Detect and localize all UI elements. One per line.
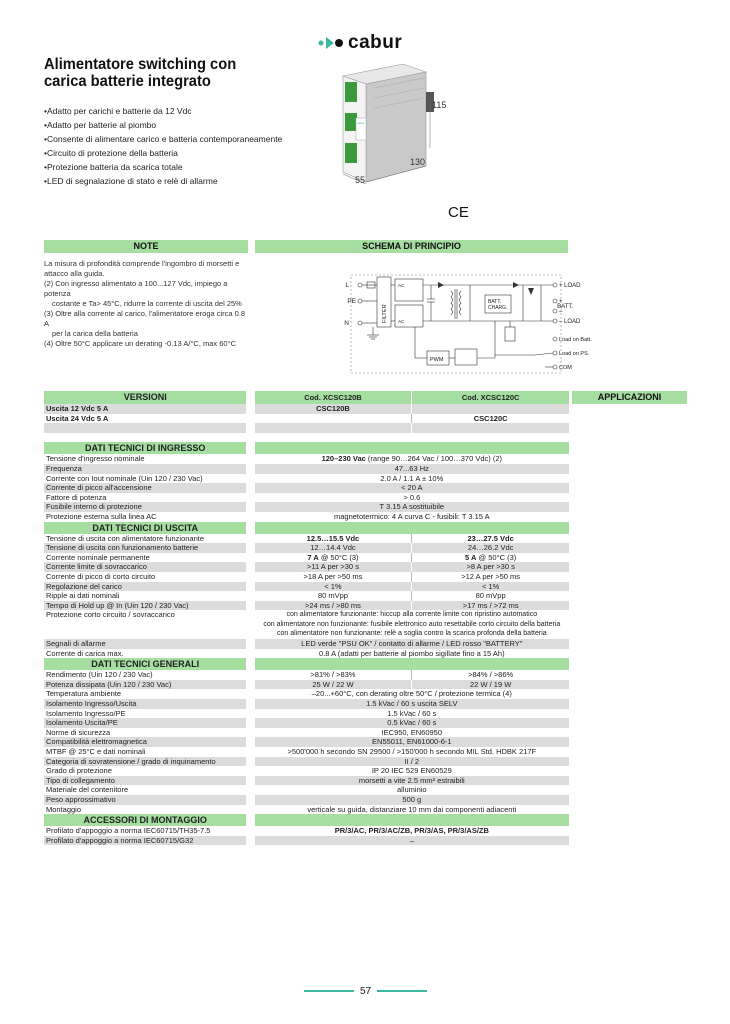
brand-logo	[318, 31, 402, 55]
schema-label-load-on-ps: Load on PS.	[559, 351, 590, 357]
spec-table	[44, 391, 569, 845]
feature-list	[44, 104, 282, 188]
table-row	[44, 795, 569, 805]
feature-item: • LED di segnalazione di stato e relè di allarme	[44, 174, 282, 188]
cell-value: IP 20 IEC 529 EN60529	[371, 766, 452, 776]
table-row	[44, 747, 569, 757]
cell-c: >17 ms / >72 ms	[412, 601, 569, 611]
table-row	[44, 404, 569, 414]
cell-b: >11 A per >30 s	[255, 562, 412, 572]
table-row	[44, 591, 569, 601]
table-row	[44, 464, 569, 474]
note-line: costante e Ta> 45°C, ridurre la corrente di uscita del 25%	[52, 299, 242, 308]
cell-value: 1.5 kVac / 60 s uscita SELV	[255, 699, 569, 709]
note-line: (2) Con ingresso alimentato a 100...127 Vdc, impiego a potenza	[44, 279, 228, 298]
table-row	[44, 423, 569, 433]
cell-b: 80 mVpp	[317, 591, 348, 601]
row-label: Compatibilità elettromagnetica	[44, 737, 246, 747]
table-row	[44, 483, 569, 493]
row-label: Potenza dissipata (Uin 120 / 230 Vac)	[44, 680, 246, 690]
cell-value: 120–230 Vac (range 90…264 Vac / 100…370 Vdc) (2)	[321, 454, 502, 464]
table-row	[44, 474, 569, 484]
row-label: Tensione di uscita con funzionamento batterie	[44, 543, 246, 553]
cell-b: 12…14.4 Vdc	[255, 543, 412, 553]
feature-item: • Adatto per carichi e batterie da 12 Vdc	[44, 104, 282, 118]
row-label: Grado di protezione	[46, 766, 112, 776]
table-row	[44, 414, 569, 424]
row-label: Corrente limite di sovraccarico	[44, 562, 246, 572]
table-row	[44, 512, 569, 522]
cell-value: > 0.6	[403, 492, 421, 502]
row-label: Fusibile interno di protezione	[44, 502, 246, 512]
dimension-height: 115	[432, 100, 447, 110]
table-row	[44, 737, 569, 747]
schema-label-pwm: PWM	[430, 357, 444, 363]
cell-b: >24 ms / >80 ms	[255, 601, 412, 611]
feature-item: • Consente di alimentare carico e batteria contemporaneamente	[44, 132, 282, 146]
applications-header: APPLICAZIONI	[572, 391, 687, 404]
schematic-diagram	[255, 255, 592, 377]
table-row	[44, 670, 569, 680]
table-row	[44, 442, 569, 454]
schema-label-ac-1: AC	[398, 283, 405, 288]
table-row	[44, 502, 569, 512]
schema-label-batt-charg-2: CHARG.	[488, 305, 508, 311]
cell-value: EN55011, EN61000-6-1	[255, 737, 569, 747]
cell-value: 500 g	[255, 795, 569, 805]
schema-label-n: N	[344, 320, 349, 327]
cell-b: 25 W / 22 W	[255, 680, 412, 690]
table-row	[44, 553, 569, 563]
table-row	[44, 728, 569, 738]
protection-line: con alimentatore non funzionante: relè a soglia contro la scarica profonda della batteria	[276, 630, 547, 638]
cell-value: LED verde "PSU OK" / contatto di allarme / LED rosso "BATTERY"	[255, 639, 569, 649]
row-label: MTBF @ 25°C e dati nominali	[46, 747, 146, 756]
cell-b: < 1%	[255, 582, 412, 592]
cell-value: morsetti a vite 2.5 mm² estraibili	[255, 776, 569, 786]
cell-value: 2.0 A / 1.1 A ± 10%	[380, 473, 444, 483]
row-label: Segnali di allarme	[44, 639, 246, 649]
cell-value: < 20 A	[255, 483, 569, 493]
table-row	[44, 785, 569, 795]
row-label: Protezione corto circuito / sovraccarico	[46, 610, 175, 620]
output-section-header: DATI TECNICI DI USCITA	[44, 522, 246, 534]
row-label: Corrente di carica max.	[46, 648, 124, 658]
row-label: Categoria di sovratensione / grado di inquinamento	[44, 757, 246, 767]
schema-label-load-on-batt: Load on Batt.	[559, 337, 592, 343]
cell-value: T 3.15 A sostituibile	[255, 502, 569, 512]
row-label: Corrente con Iout nominale (Uin 120 / 230 Vac)	[46, 473, 203, 483]
row-label: Rendimento (Uin 120 / 230 Vac)	[46, 670, 153, 680]
dimension-width: 55	[355, 175, 366, 185]
footer-line-right	[377, 990, 427, 992]
table-row	[44, 766, 569, 776]
note-line: (4) Oltre 50°C applicare un derating -0.13 A/°C, max 60°C	[44, 339, 237, 348]
cell-c: >8 A per >30 s	[412, 562, 569, 572]
dimension-depth: 130	[410, 157, 426, 167]
schema-label-load-plus: + LOAD	[559, 283, 581, 289]
cell-b: 12.5…15.5 Vdc	[306, 533, 360, 543]
table-row	[44, 543, 569, 553]
table-row	[44, 582, 569, 592]
footer-line-left	[304, 990, 354, 992]
schema-label-com: COM	[559, 365, 572, 371]
page-footer	[298, 984, 433, 998]
cell-c: 23…27.5 Vdc	[412, 534, 569, 544]
cell-c: 24…26.2 Vdc	[412, 543, 569, 553]
general-section-header: DATI TECNICI GENERALI	[44, 658, 246, 670]
protection-line: con alimentatore non funzionante: fusibile elettronico auto resettabile corto circuito della batteria	[263, 620, 561, 628]
table-row	[44, 522, 569, 534]
table-row	[44, 776, 569, 786]
cell-value: 0.8 A (adatti per batterie al piombo sigillate fino a 15 Ah)	[319, 648, 505, 658]
cell-c: 5 A @ 50°C (3)	[412, 553, 569, 563]
row-label: Profilato d'appoggio a norma IEC60715/G32	[44, 836, 246, 846]
table-row	[44, 493, 569, 503]
row-label: Temperatura ambiente	[46, 689, 122, 699]
row-label: Corrente di picco di corto circuito	[46, 571, 156, 581]
table-row	[44, 534, 569, 544]
row-label: Protezione esterna sulla linea AC	[46, 511, 157, 521]
cell-c: 80 mVpp	[412, 591, 569, 601]
cell-c: < 1%	[412, 582, 569, 592]
title-line-2: carica batterie integrato	[44, 73, 211, 90]
schema-header: SCHEMA DI PRINCIPIO	[255, 240, 568, 253]
cell-value: verticale su guida, distanziare 10 mm dai componenti adiacenti	[307, 804, 517, 814]
cell-value: –20...+60°C, con derating oltre 50°C / protezione termica (4)	[311, 689, 512, 699]
cell-value: IEC950, EN60950	[381, 727, 443, 737]
versions-header: VERSIONI	[44, 391, 246, 404]
cabur-logo-icon	[318, 34, 344, 52]
row-label: Tempo di Hold up @ In (Uin 120 / 230 Vac)	[44, 601, 246, 611]
notes-header: NOTE	[44, 240, 248, 253]
table-row	[44, 826, 569, 836]
cell-c	[412, 404, 569, 414]
code-b-header: Cod. XCSC120B	[255, 391, 412, 404]
cell-value: magnetotermico: 4 A curva C - fusibili: T 3.15 A	[333, 511, 490, 521]
brand-name: cabur	[348, 32, 403, 53]
cell-value	[255, 610, 569, 639]
schema-label-load-minus: – LOAD	[559, 319, 581, 325]
cell-b: >18 A per >50 ms	[303, 571, 363, 581]
notes-text	[44, 259, 248, 349]
table-row	[44, 391, 569, 404]
feature-item: • Protezione batteria da scarica totale	[44, 160, 282, 174]
input-section-header: DATI TECNICI DI INGRESSO	[44, 442, 246, 454]
row-label: Montaggio	[46, 804, 82, 814]
schema-label-filter: FILTER	[382, 304, 388, 323]
title-line-1: Alimentatore switching con	[44, 56, 237, 73]
row-label: Isolamento Ingresso/PE	[46, 708, 126, 718]
row-label: Tensione d'ingresso nominale	[46, 454, 145, 464]
note-line: per la carica della batteria	[52, 329, 138, 338]
cell-b	[255, 414, 412, 424]
schema-label-batt: BATT.	[557, 304, 573, 310]
protection-line: con alimentatore funzionante: hiccup alla corrente limite con ripristino automatico	[286, 611, 538, 619]
row-label: Tipo di collegamento	[44, 776, 246, 786]
cell-c: 22 W / 19 W	[412, 680, 569, 690]
table-row	[44, 836, 569, 846]
table-row	[44, 433, 569, 443]
schema-label-batt-plus: +	[559, 299, 563, 305]
table-row	[44, 689, 569, 699]
schema-label-batt-minus: –	[559, 309, 563, 315]
row-label: Fattore di potenza	[46, 492, 107, 502]
table-row	[44, 680, 569, 690]
table-row	[44, 814, 569, 826]
cell-c: CSC120C	[412, 414, 569, 424]
row-label: Tensione di uscita con alimentatore funzionante	[46, 533, 205, 543]
table-row	[44, 757, 569, 767]
row-label: Isolamento Ingresso/Uscita	[44, 699, 246, 709]
row-label: Ripple ai dati nominali	[46, 591, 120, 601]
cell-value: PR/3/AC, PR/3/AC/ZB, PR/3/AS, PR/3/AS/ZB	[334, 826, 489, 836]
cell-value: alluminio	[397, 785, 427, 795]
feature-item: • Circuito di protezione della batteria	[44, 146, 282, 160]
feature-item: • Adatto per batterie al piombo	[44, 118, 282, 132]
svg-text:cabur: cabur	[357, 121, 365, 125]
table-row	[44, 699, 569, 709]
page-title	[44, 56, 265, 90]
code-c-header: Cod. XCSC120C	[412, 391, 569, 404]
table-row	[44, 562, 569, 572]
row-label: Corrente nominale permanente	[46, 552, 150, 562]
row-label: Uscita 24 Vdc 5 A	[46, 413, 109, 423]
table-row	[44, 639, 569, 649]
cell-value: >500'000 h secondo SN 29500 / >150'000 h secondo MIL Std. HDBK 217F	[287, 747, 537, 756]
cell-value: 1.5 kVac / 60 s	[387, 708, 437, 718]
cell-value: II / 2	[255, 757, 569, 767]
row-label: Frequenza	[44, 464, 246, 474]
cell-value: –	[255, 836, 569, 846]
ce-mark: CE	[448, 204, 469, 221]
schema-label-ac-2: AC	[398, 319, 405, 324]
schema-label-batt-charg-1: BATT.	[488, 299, 502, 305]
table-row	[44, 572, 569, 582]
row-label: Peso approssimativo	[44, 795, 246, 805]
table-row	[44, 454, 569, 464]
cell-b: >81% / >83%	[310, 670, 356, 680]
cell-c: >84% / >86%	[412, 670, 569, 680]
note-line: La misura di profondità comprende l'ingombro di morsetti e attacco alla guida.	[44, 259, 240, 278]
table-row	[44, 805, 569, 815]
table-row	[44, 709, 569, 719]
schema-label-pe: PE	[347, 298, 356, 305]
table-row	[44, 718, 569, 728]
page-number: 57	[359, 985, 372, 997]
row-label: Uscita 12 Vdc 5 A	[44, 404, 246, 414]
row-label: Corrente di picco all'accensione	[44, 483, 246, 493]
cell-c: >12 A per >50 ms	[412, 572, 569, 582]
row-label: Norme di sicurezza	[46, 727, 111, 737]
cell-value: 47...63 Hz	[255, 464, 569, 474]
note-line: (3) Oltre alla corrente al carico, l'alimentatore eroga circa 0.8 A	[44, 309, 246, 328]
table-row	[44, 601, 569, 611]
accessories-section-header: ACCESSORI DI MONTAGGIO	[44, 814, 246, 826]
product-image	[338, 58, 463, 188]
row-label: Materiale del contenitore	[46, 785, 129, 795]
table-row	[44, 658, 569, 670]
row-label: Regolazione del carico	[44, 582, 246, 592]
schema-label-l: L	[345, 282, 349, 289]
row-label: Profilato d'appoggio a norma IEC60715/TH35-7.5	[46, 826, 211, 836]
cell-b: CSC120B	[255, 404, 412, 414]
cell-value: 0.5 kVac / 60 s	[255, 718, 569, 728]
row-label: Isolamento Uscita/PE	[44, 718, 246, 728]
cell-b: 7 A @ 50°C (3)	[307, 552, 359, 562]
table-row	[44, 610, 569, 639]
table-row	[44, 649, 569, 659]
